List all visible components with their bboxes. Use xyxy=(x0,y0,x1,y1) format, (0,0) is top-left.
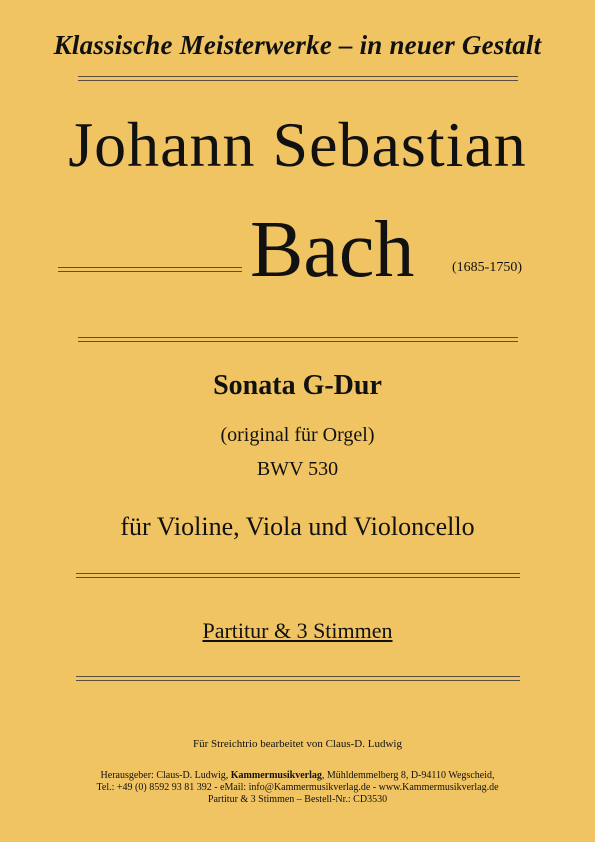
publisher-line-1 xyxy=(0,770,595,782)
divider-rule xyxy=(78,76,518,81)
order-number: Partitur & 3 Stimmen – Bestell-Nr.: CD3530 xyxy=(207,794,388,805)
divider-rule xyxy=(76,676,520,681)
publisher-prefix: Herausgeber: Claus-D. Ludwig, xyxy=(100,770,229,781)
work-title: Sonata G-Dur xyxy=(213,370,382,401)
series-title: Klassische Meisterwerke – in neuer Gestalt xyxy=(53,30,542,60)
catalogue-number: BWV 530 xyxy=(256,458,339,480)
arranger-note: Für Streichtrio bearbeitet von Claus-D. Ludwig xyxy=(193,738,402,750)
instrumentation: für Violine, Viola und Violoncello xyxy=(120,512,475,541)
publisher-address: , Mühldemmelberg 8, D-94110 Wegscheid, xyxy=(321,770,495,781)
composer-dates: (1685-1750) xyxy=(452,260,522,275)
edition-label: Partitur & 3 Stimmen xyxy=(202,618,393,643)
composer-last-name: Bach xyxy=(250,206,415,294)
work-subtitle: (original für Orgel) xyxy=(220,424,375,446)
divider-rule xyxy=(58,267,242,272)
divider-rule xyxy=(78,337,518,342)
publisher-name: Kammermusikverlag xyxy=(230,770,322,781)
divider-rule xyxy=(76,573,520,578)
publisher-footer xyxy=(0,770,595,806)
composer-first-names: Johann Sebastian xyxy=(68,109,527,180)
publisher-contact: Tel.: +49 (0) 8592 93 81 392 - eMail: info@Kammermusikverlag.de - www.Kammermusikverlag.de xyxy=(96,782,499,793)
